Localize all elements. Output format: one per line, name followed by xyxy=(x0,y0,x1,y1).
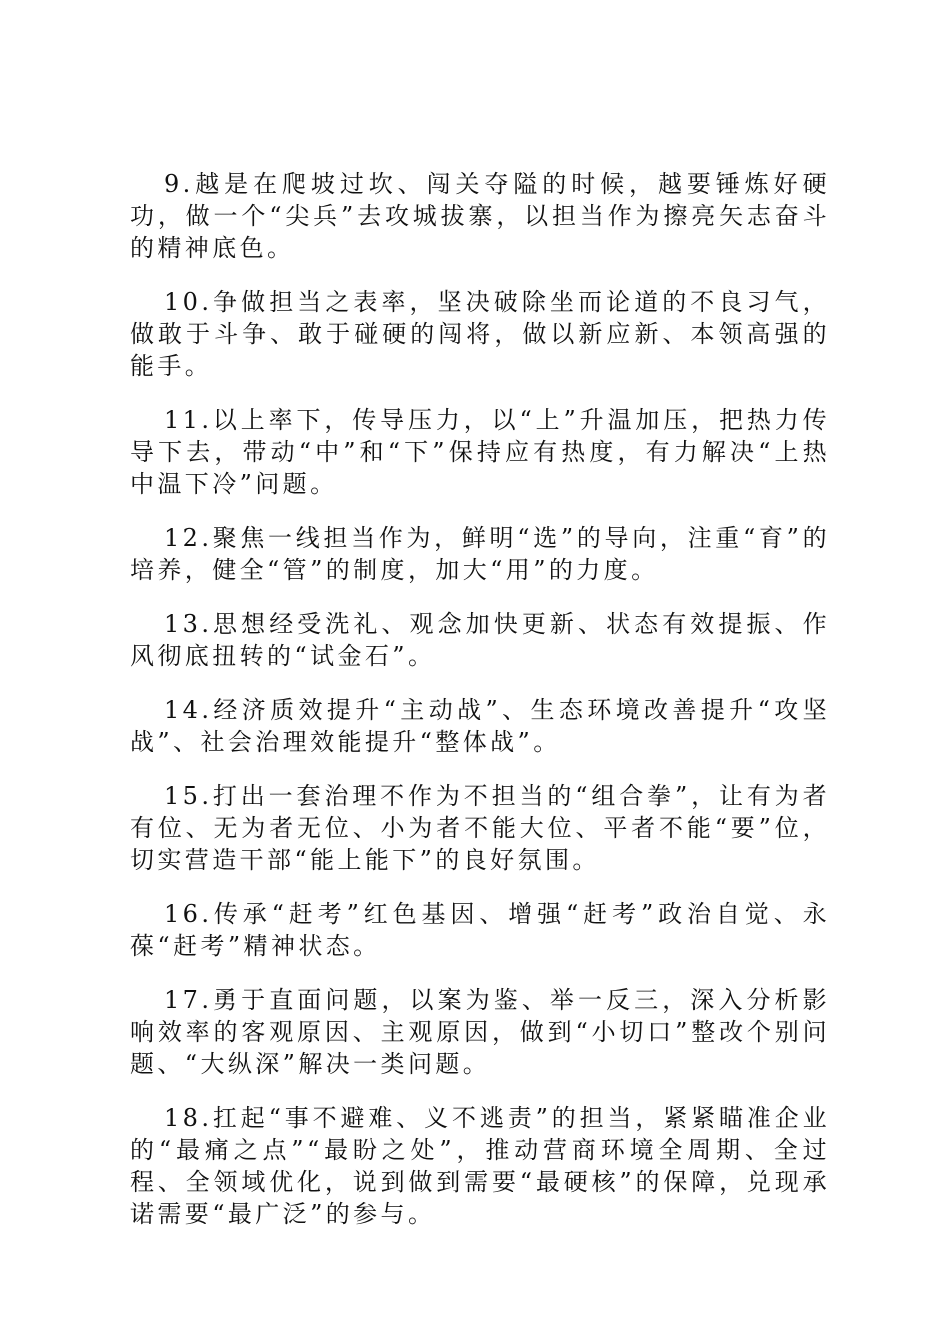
paragraph-15: 15.打出一套治理不作为不担当的“组合拳”，让有为者有位、无为者无位、小为者不能大位、平者不能“要”位，切实营造干部“能上能下”的良好氛围。 xyxy=(130,782,830,874)
paragraph-14: 14.经济质效提升“主动战”、生态环境改善提升“攻坚战”、社会治理效能提升“整体战”。 xyxy=(130,696,830,756)
paragraph-17: 17.勇于直面问题，以案为鉴、举一反三，深入分析影响效率的客观原因、主观原因，做到“小切口”整改个别问题、“大纵深”解决一类问题。 xyxy=(130,986,830,1078)
paragraph-12: 12.聚焦一线担当作为，鲜明“选”的导向，注重“育”的培养，健全“管”的制度，加大“用”的力度。 xyxy=(130,524,830,584)
paragraph-18: 18.扛起“事不避难、义不逃责”的担当，紧紧瞄准企业的“最痛之点”“最盼之处”，推动营商环境全周期、全过程、全领域优化，说到做到需要“最硬核”的保障，兑现承诺需要“最广泛”的参与。 xyxy=(130,1104,830,1228)
paragraph-16: 16.传承“赶考”红色基因、增强“赶考”政治自觉、永葆“赶考”精神状态。 xyxy=(130,900,830,960)
paragraph-9: 9.越是在爬坡过坎、闯关夺隘的时候，越要锤炼好硬功，做一个“尖兵”去攻城拔寨，以担当作为擦亮矢志奋斗的精神底色。 xyxy=(130,170,830,262)
paragraph-11: 11.以上率下，传导压力，以“上”升温加压，把热力传导下去，带动“中”和“下”保持应有热度，有力解决“上热中温下冷”问题。 xyxy=(130,406,830,498)
document-body xyxy=(130,168,830,1252)
paragraph-13: 13.思想经受洗礼、观念加快更新、状态有效提振、作风彻底扭转的“试金石”。 xyxy=(130,610,830,670)
paragraph-10: 10.争做担当之表率，坚决破除坐而论道的不良习气，做敢于斗争、敢于碰硬的闯将，做以新应新、本领高强的能手。 xyxy=(130,288,830,380)
